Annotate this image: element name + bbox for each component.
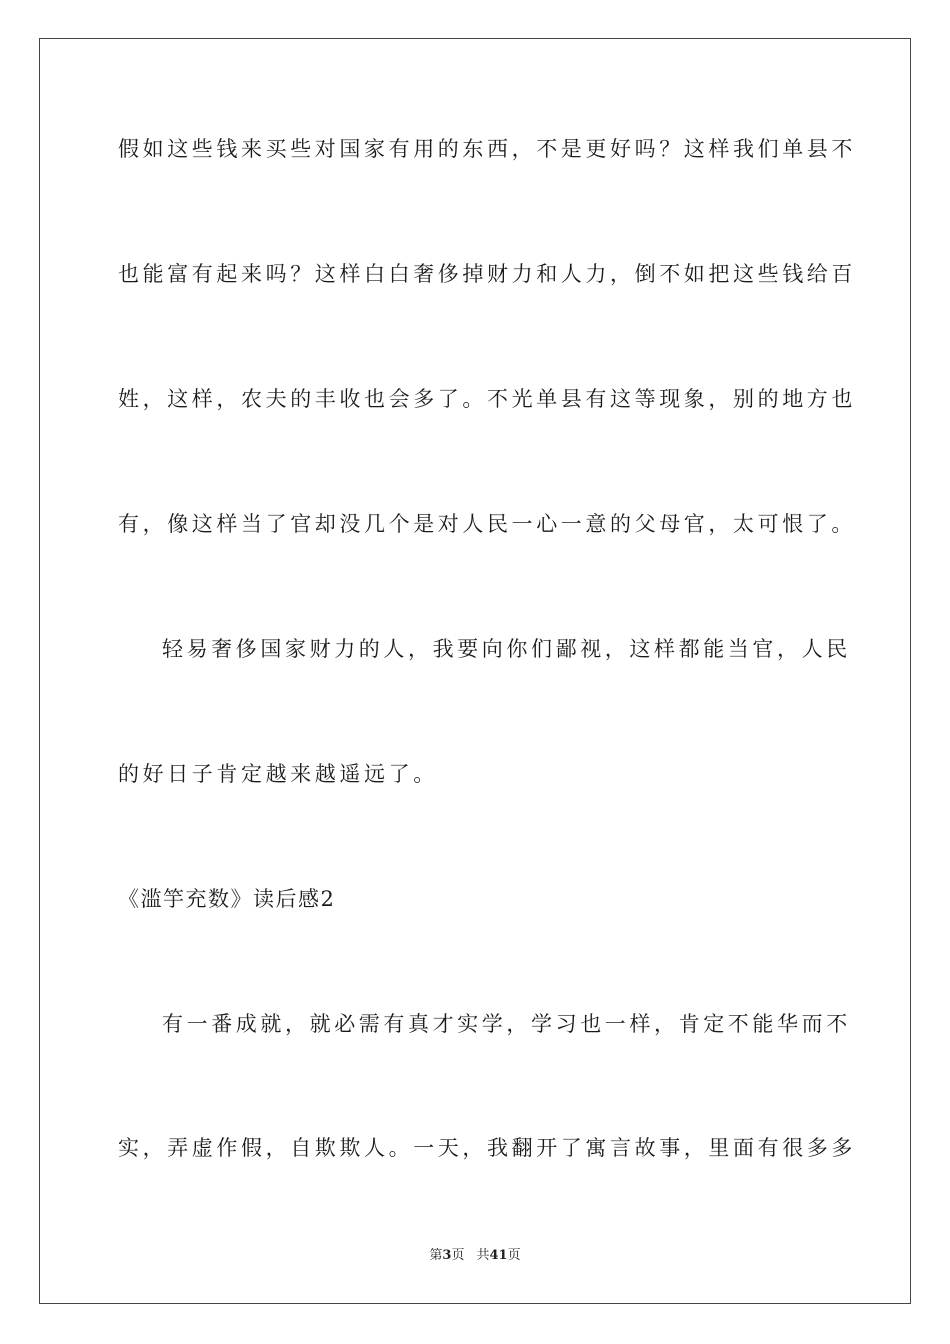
text-line-5: 轻易奢侈国家财力的人，我要向你们鄙视，这样都能当官，人民 xyxy=(162,637,851,661)
page-prefix: 第 xyxy=(429,1248,443,1263)
total-suffix: 页 xyxy=(507,1248,521,1263)
page-footer xyxy=(0,1247,950,1265)
text-line-3: 姓，这样，农夫的丰收也会多了。不光单县有这等现象，别的地方也 xyxy=(118,387,856,411)
total-prefix: 共 xyxy=(476,1248,490,1263)
page-number: 3 xyxy=(442,1248,452,1263)
section-heading: 《滥竽充数》读后感2 xyxy=(118,887,336,911)
total-pages: 41 xyxy=(489,1248,508,1263)
page-border xyxy=(39,38,911,1304)
text-line-4: 有，像这样当了官却没几个是对人民一心一意的父母官，太可恨了。 xyxy=(118,512,856,536)
text-line-2: 也能富有起来吗？这样白白奢侈掉财力和人力，倒不如把这些钱给百 xyxy=(118,262,856,286)
page-suffix: 页 xyxy=(451,1248,465,1263)
text-line-8: 有一番成就，就必需有真才实学，学习也一样，肯定不能华而不 xyxy=(162,1012,851,1036)
text-line-9: 实，弄虚作假，自欺欺人。一天，我翻开了寓言故事，里面有很多多 xyxy=(118,1136,856,1160)
text-line-1: 假如这些钱来买些对国家有用的东西，不是更好吗？这样我们单县不 xyxy=(118,137,856,161)
text-line-6: 的好日子肯定越来越遥远了。 xyxy=(118,762,438,786)
